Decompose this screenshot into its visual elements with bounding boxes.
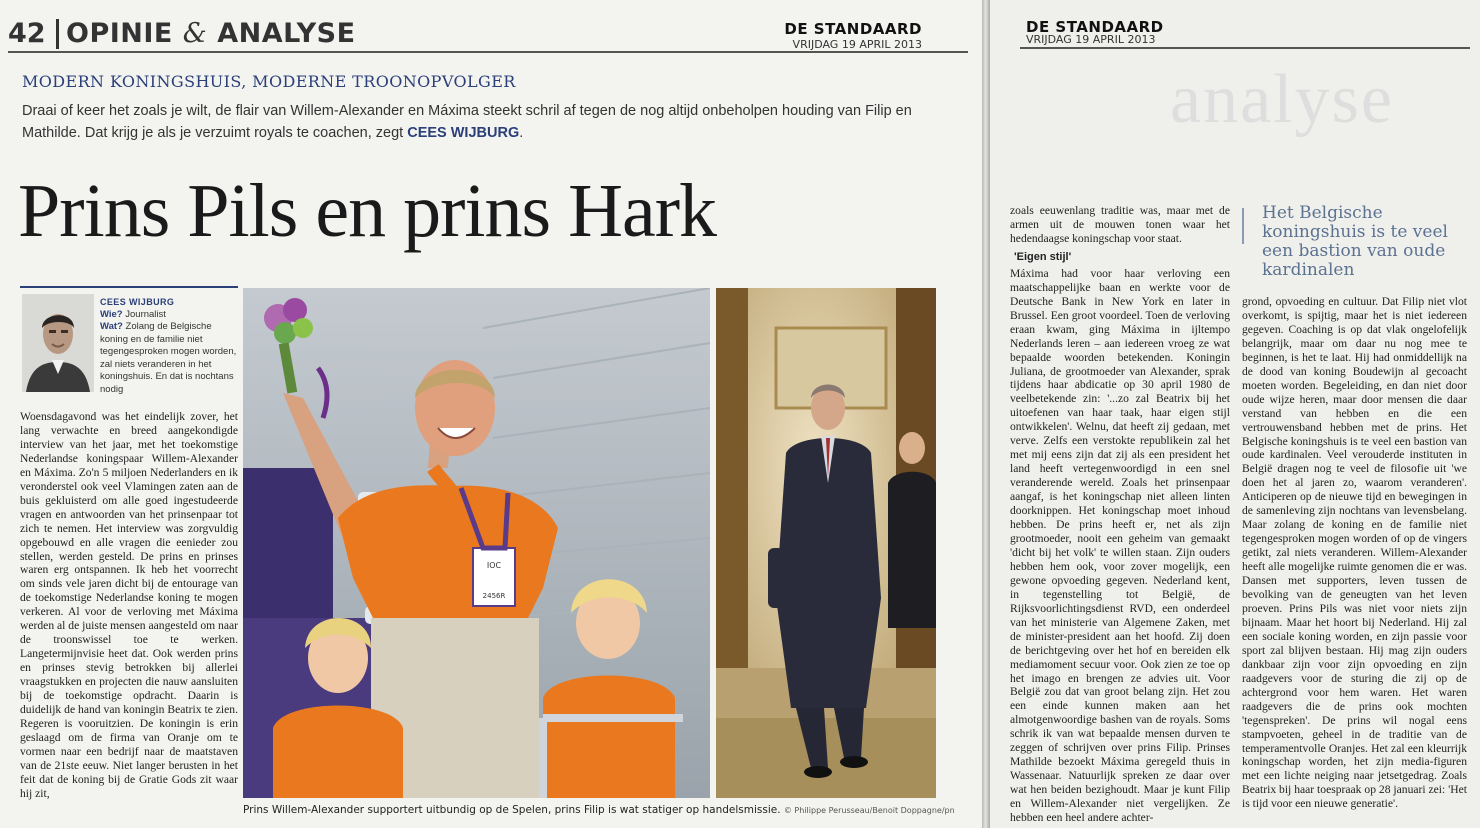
subhead-eigen-stijl: 'Eigen stijl' xyxy=(1014,250,1072,263)
caption-text: Prins Willem-Alexander supportert uitbundig op de Spelen, prins Filip is wat statiger op handelsmissie. xyxy=(243,804,781,816)
article-column-3 xyxy=(1242,295,1467,811)
intro-text: Draai of keer het zoals je wilt, de flair van Willem-Alexander en Máxima steekt schril af tegen de nog altijd onbeholpen houding van Filip en Mathilde. Dat krijg je als je verzuimt royals te coachen, zegt xyxy=(22,103,912,141)
intro-author: CEES WIJBURG xyxy=(407,125,520,141)
header-rule xyxy=(8,51,968,53)
section-title xyxy=(66,18,356,49)
photo-caption xyxy=(243,804,955,816)
article-headline: Prins Pils en prins Hark xyxy=(18,169,716,253)
pull-quote: Het Belgische koningshuis is te veel een bastion van oude kardinalen xyxy=(1262,203,1448,280)
who-value: Journalist xyxy=(125,308,166,320)
column-2-text: Máxima had voor haar verloving een maatschappelijke baan en werkte voor de Deutsche Bank in New York en later in Brussel. Een groot voordeel. Toen de verloving eraan kwam, ging Máxima in ijltempo Nederlands leren – aan iedereen vroeg ze wat bepaalde woorden betekenden. Koningin Juliana, de grootmoeder van Alexander, sprak tijdens haar abdicatie op 30 april 1980 de veelbetekende zin: '...zo zal Beatrix bij het uitoefenen van haar taak, haar eigen stijl ontwikkelen'. Welnu, dat heeft zij gedaan, met verve. Zelfs een verstokte republikein zal het met mij eens zijn dat zij als een president het land heeft vertegenwoordigd in een snel veranderende wereld. Zoals het prinsenpaar aangaf, is het koningschap niet alleen linten doorknippen. Het koningschap moet inhoud hebben. De prins heeft er, net als zijn grootmoeder, nooit een geheim van gemaakt 'dicht bij het volk' te willen staan. Zijn ouders hebben hem ook, voor zover mogelijk, een gewone opvoeding gegeven. Nederland kent, in tegenstelling tot België, de Rijksvoorlichtingsdienst RVD, een onderdeel van het ministerie van Algemene Zaken, met de minister-president aan het hoofd. Zij doen de berichtgeving over het hof en bereiden elk mediamoment secuur voor. Ook zien ze toe op het imago en brengen ze advies uit. Voor België zou dat van groot belang zijn. Het zou een einde kunnen maken aan het almotgenwoordige bashen van de royals. Soms schrik ik van wat bepaalde mensen durven te zeggen of schrijven over prins Filip. Prinses Mathilde bezoekt Máxima geregeld thuis in Wassenaar. Natuurlijk spreken ze daar over wat hen beiden bezighoudt. Maar je kunt Filip en Willem-Alexander niet vergelijken. Ze hebben een heel andere achter- xyxy=(1010,266,1230,825)
article-intro xyxy=(22,100,952,144)
page-header xyxy=(0,16,982,50)
right-issue-date: VRIJDAG 19 APRIL 2013 xyxy=(1026,33,1156,46)
column-1-text: Woensdagavond was het eindelijk zover, het lang verwachte en breed aangekondigde interview van het jaar, met het toekomstige Nederlandse koningspaar Willem-Alexander en Máxima. Zo'n 5 miljoen Nederlanders en ik veronderstel ook veel Vlamingen zaten aan de buis gekluisterd om alle goed ingestudeerde vragen en antwoorden van het prinsenpaar tot zich te nemen. Het interview was zorgvuldig opgebouwd en alle vragen die eenieder zou stellen, werden gesteld. De prins en prinses waren erg ontspannen. Ik heb het voorrecht om sinds vele jaren dicht bij de entourage van de toekomstige Nederlandse koning te mogen verkeren. Al voor de verloving met Máxima werden al de juiste mensen aangesteld om naar de troonswissel toe te werken. Langetermijnvisie heet dat. Ook werden prins en prinses stevig betrokken bij allerlei vraagstukken en projecten die nauw aansluiten bij de toekomstige opdracht. Daarin is duidelijk de hand van koningin Beatrix te zien. Regeren is vooruitzien. De koningin is erin geslaagd om de firma van Oranje om te vormen naar een bedrijf naar de maatstaven van de 21ste eeuw. Niet langer berusten in het feit dat de koning bij de Gratie Gods zit waar hij zit, xyxy=(20,410,238,800)
page-number: 42 xyxy=(8,18,46,49)
issue-date: VRIJDAG 19 APRIL 2013 xyxy=(792,38,922,51)
intro-end: . xyxy=(519,125,524,141)
section-ampersand: & xyxy=(182,18,208,49)
badge-org: IOC xyxy=(486,561,502,570)
what-label: Wat? xyxy=(100,321,123,332)
article-column-1 xyxy=(20,410,238,801)
badge-number: 2456R xyxy=(482,592,506,600)
olympics-photo-illustration xyxy=(243,288,710,798)
section-opinie: OPINIE xyxy=(66,18,173,49)
who-label: Wie? xyxy=(100,308,123,320)
column-3-text: grond, opvoeding en cultuur. Dat Filip niet vlot overkomt, is spijtig, maar het is niet iedereen gegeven. Coaching is op dat vlak ongelofelijk belangrijk, maar om daar nu nog mee te beginnen, is het te laat. Hij had onmiddellijk na de dood van koning Boudewijn al gecoacht moeten worden. Begeleiding, en dan niet door oude wijze heren, maar door mensen die daar verstand van hebben en die een vertrouwensband hebben met de prins. Het Belgische koningshuis is te veel een bastion van oude kardinalen. Veel verouderde instituten in België dragen nog te veel de filosofie uit 'we doen het al jaren zo, waarom veranderen'. Anticiperen op de nieuwe tijd en bewegingen in de samenleving zijn nochtans van levensbelang. Maar zolang de koning en de familie niet tegengesproken mogen worden of op de vingers getikt, zal niets veranderen. Willem-Alexander heeft alle mogelijke ruimte genomen die er was. Dansen met supporters, leven tussen de bevolking van de geneugten van het leven proeven. Prins Pils was niet voor niets zijn bijnaam. Maar het hoort bij Nederland. Hij zal een sociale koning worden, en zijn passie voor sport zal blijven bestaan. Hij mag zijn ouders dankbaar zijn voor zijn opvoeding en zijn raadgevers voor de sturing die zij op de achtergrond voor hem waren. Het waren raadgevers die de prins ook mochten 'tegenspreken'. De prins wil nogal eens stampvoeten, geheel in de traditie van de temperamentvolle Oranjes. Het zal een kleurrijk koningschap worden, het zijn media-figuren met een lichte neiging naar jetsetgedrag. Zoals Beatrix bij haar toespraak op 28 januari zei: 'Het is tijd voor een nieuwe generatie'. xyxy=(1242,295,1467,811)
photo-prins-filip xyxy=(716,288,936,798)
what-value: Zolang de Belgische koning en de familie niet tegengesproken mogen worden, zal niets veranderen in het koningshuis. En dat is nochtans nodig xyxy=(100,321,237,395)
section-analyse: ANALYSE xyxy=(217,18,356,49)
right-header-rule xyxy=(1020,47,1470,49)
right-masthead: DE STANDAARD xyxy=(1026,18,1164,36)
page-gutter xyxy=(982,0,990,828)
header-separator xyxy=(56,19,59,49)
author-photo xyxy=(22,294,94,392)
photo-willem-alexander xyxy=(243,288,710,798)
article-kicker: MODERN KONINGSHUIS, MODERNE TROONOPVOLGER xyxy=(22,72,516,91)
column-2-start: zoals eeuwenlang traditie was, maar met de armen uit de mouwen tonen waar het hedendaagse koningschap voor staat. xyxy=(1010,204,1230,245)
photo-credit: © Philippe Perusseau/Benoit Doppagne/pn xyxy=(783,806,955,815)
pullquote-rule xyxy=(1242,208,1244,244)
show-through-heading: analyse xyxy=(1170,61,1394,138)
masthead: DE STANDAARD xyxy=(784,20,922,38)
article-column-2 xyxy=(1010,204,1230,825)
author-info xyxy=(100,296,238,396)
trade-mission-photo-illustration xyxy=(716,288,936,798)
author-portrait-icon xyxy=(22,294,94,392)
author-box xyxy=(20,286,238,398)
author-name: CEES WIJBURG xyxy=(100,297,175,307)
